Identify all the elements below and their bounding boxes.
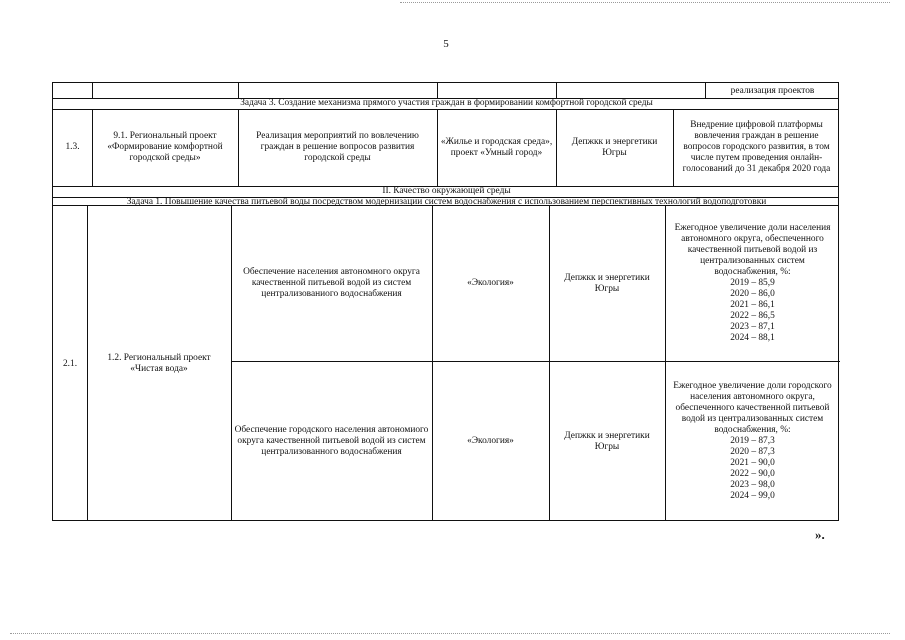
closing-quote-mark: ».	[815, 527, 825, 542]
row-2-1b-responsible: Депжкк и энергетики Югры	[564, 430, 650, 452]
row-2-1a-value: 2020 – 86,0	[730, 289, 775, 299]
row-2-1a-measure: Обеспечение населения автономного округа качественной питьевой водой из систем централизованиого водоснабжения	[243, 267, 420, 299]
section2-header: II. Качество окружающей среды	[382, 186, 511, 196]
scan-edge-top	[400, 2, 890, 3]
row-2-1b-result-title: Ежегодное увеличение доли городского населения автономного округа, обеспеченного качественной питьевой водой из централизованных систем водоснабжения, %:	[673, 381, 832, 435]
row-2-1a-value: 2022 – 86,5	[730, 311, 775, 321]
task1-header: Задача 1. Повышение качества питьевой воды посредством модернизации систем водоснабжения с использованием перспективных технологий водоподготовки	[126, 196, 767, 207]
row-2-1-project: 1.2. Региональный проект «Чистая вода»	[107, 353, 211, 374]
row-1-3-national-project: «Жилье и городская среда», проект «Умный город»	[440, 136, 553, 158]
row-1-3-responsible: Депжкк и энергетики Югры	[571, 136, 658, 158]
row-2-1b-value: 2019 – 87,3	[730, 436, 775, 446]
row-2-1b-value: 2024 – 99,0	[730, 491, 775, 501]
row-2-1-number: 2.1.	[62, 358, 78, 369]
row-2-1b-value: 2023 – 98,0	[730, 480, 775, 490]
row-2-1b-value: 2020 – 87,3	[730, 447, 775, 457]
row-2-1a-value: 2019 – 85,9	[730, 278, 775, 288]
task3-header: Задача 3. Создание механизма прямого участия граждан в формировании комфортной городской среды	[240, 98, 653, 108]
table-water	[52, 205, 839, 521]
row-1-3-project: 9.1. Региональный проект «Формирование комфортной городской среды»	[107, 131, 223, 163]
row-2-1b-value: 2022 – 90,0	[730, 469, 775, 479]
row-1-3-measure: Реализация мероприятий по вовлечению граждан в решение вопросов развития городской среды	[256, 131, 419, 163]
row-2-1b-national-project: «Экология»	[467, 436, 514, 446]
row-2-1a-result	[665, 206, 840, 361]
page-number: 5	[443, 38, 449, 50]
row-1-3-number: 1.3.	[65, 142, 80, 152]
scan-edge-bottom	[10, 633, 890, 634]
row-2-1b-measure: Обеспечение городского населения автономиого округа качественной питьевой водой из систем централизованного водоснабжения	[234, 425, 429, 457]
row-2-1a-national-project: «Экология»	[467, 278, 514, 288]
table-top	[52, 82, 839, 206]
row-2-1a-value: 2023 – 87,1	[730, 322, 775, 332]
row-2-1b-value: 2021 – 90,0	[730, 458, 775, 468]
row-1-3-result: Внедрение цифровой платформы вовлечения граждан в решение вопросов городского развития, в том числе путем проведения онлайн-голосований до 31 декабря 2020 года	[682, 120, 831, 174]
row-2-1b-result	[665, 361, 840, 522]
row-2-1a-value: 2021 – 86,1	[730, 300, 775, 310]
row-2-1a-result-title: Ежегодное увеличение доли населения автономного округа, обеспеченного качественной питьевой водой из централизованных систем водоснабжения, %:	[674, 223, 831, 277]
row-2-1a-value: 2024 – 88,1	[730, 333, 775, 343]
continuation-cell: реализация проектов	[730, 86, 815, 96]
row-2-1a-responsible: Депжкк и энергетики Югры	[564, 272, 650, 294]
